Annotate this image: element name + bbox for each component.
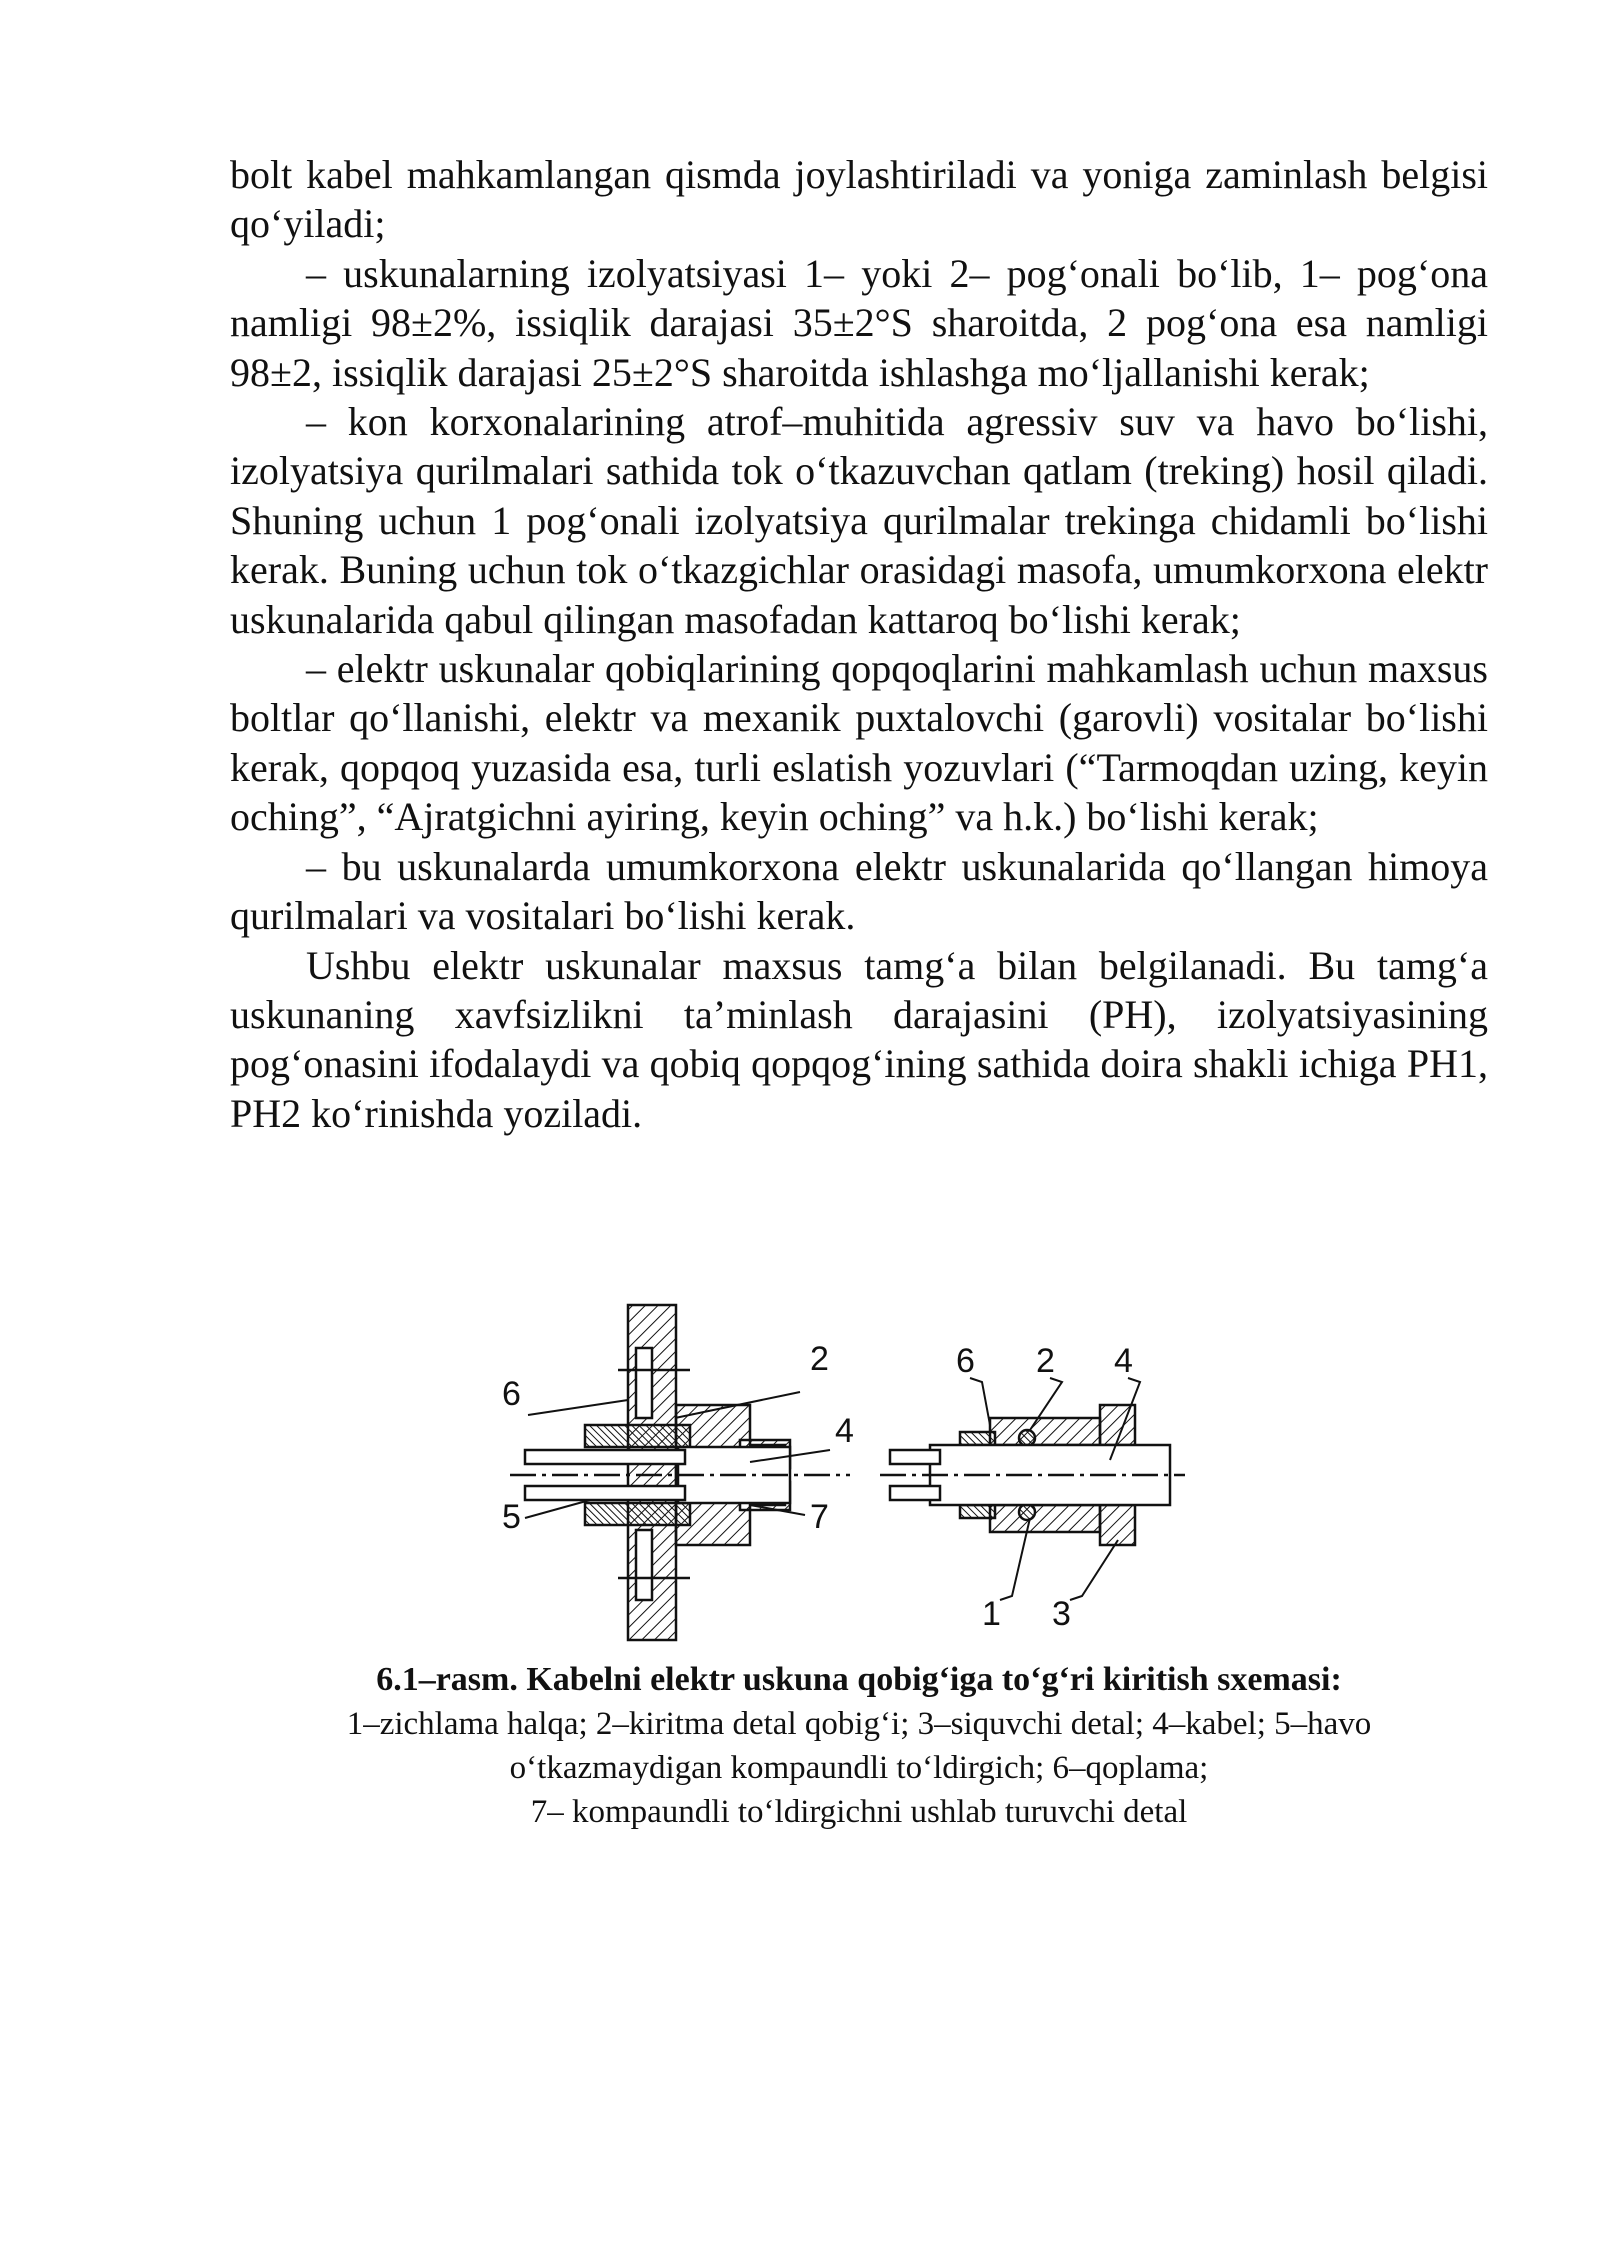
left-label-2: 2 bbox=[810, 1340, 829, 1378]
left-label-6: 6 bbox=[502, 1375, 521, 1413]
left-label-7: 7 bbox=[810, 1498, 829, 1536]
right-label-6: 6 bbox=[956, 1342, 975, 1380]
paragraph-protection: – bu uskunalarda umumkorxona elektr uskunalarida qo‘llangan himoya qurilmalari va vositalari bo‘lishi kerak. bbox=[230, 843, 1488, 939]
paragraph-marking: Ushbu elektr uskunalar maxsus tamg‘a bilan belgilanadi. Bu tamg‘a uskunaning xavfsizlikni ta’minlash darajasini (PH), izolyatsiyasining pog‘onasini ifodalaydi va qobiq qopqog‘ining sathida doira shakli ichiga PH1, PH2 ko‘rinishda yoziladi. bbox=[230, 942, 1488, 1136]
right-label-4: 4 bbox=[1114, 1342, 1133, 1380]
body-text bbox=[230, 150, 1488, 1138]
caption-line: o‘tkazmaydigan kompaundli to‘ldirgich; 6–qoplama; bbox=[509, 1750, 1209, 1786]
cable-entry-figure bbox=[230, 1300, 1488, 1650]
right-gland-drawing bbox=[880, 1378, 1185, 1600]
caption-title: 6.1–rasm. Kabelni elektr uskuna qobig‘iga to‘g‘ri kiritish sxemasi: bbox=[376, 1661, 1342, 1698]
right-label-3: 3 bbox=[1052, 1595, 1071, 1633]
left-label-4: 4 bbox=[835, 1412, 854, 1450]
caption-line: 1–zichlama halqa; 2–kiritma detal qobig‘i; 3–siquvchi detal; 4–kabel; 5–havo bbox=[346, 1706, 1372, 1742]
caption-line: 7– kompaundli to‘ldirgichni ushlab turuvchi detal bbox=[530, 1794, 1188, 1830]
cable-entry-drawing bbox=[230, 1300, 1488, 1650]
right-label-2: 2 bbox=[1036, 1342, 1055, 1380]
left-label-5: 5 bbox=[502, 1498, 521, 1536]
paragraph-insulation-levels: – uskunalarning izolyatsiyasi 1– yoki 2– pog‘onali bo‘lib, 1– pog‘ona namligi 98±2%, issiqlik darajasi 35±2°S sharoitda, 2 pog‘ona esa namligi 98±2, issiqlik darajasi 25±2°S sharoitda ishlashga mo‘ljallanishi kerak; bbox=[230, 250, 1488, 395]
paragraph-cover-bolts: – elektr uskunalar qobiqlarining qopqoqlarini mahkamlash uchun maxsus boltlar qo‘llanishi, elektr va mexanik puxtalovchi (garovli) vositalar bo‘lishi kerak, qopqoq yuzasida esa, turli eslatish yozuvlari (“Tarmoqdan uzing, keyin oching”, “Ajratgichni ayiring, keyin oching” va h.k.) bo‘lishi kerak; bbox=[230, 646, 1488, 840]
right-label-1: 1 bbox=[982, 1595, 1001, 1633]
left-gland-drawing bbox=[510, 1305, 850, 1640]
figure-caption bbox=[230, 1658, 1488, 1834]
paragraph-tracking: – kon korxonalarining atrof–muhitida agressiv suv va havo bo‘lishi, izolyatsiya qurilmalari sathida tok o‘tkazuvchan qatlam (treking) hosil qiladi. Shuning uchun 1 pog‘onali izolyatsiya qurilmalar trekinga chidamli bo‘lishi kerak. Buning uchun tok o‘tkazgichlar orasidagi masofa, umumkorxona elektr uskunalarida qabul qilingan masofadan kattaroq bo‘lishi kerak; bbox=[230, 399, 1488, 642]
paragraph-continuation: bolt kabel mahkamlangan qismda joylashtiriladi va yoniga zaminlash belgisi qo‘yiladi; bbox=[230, 152, 1488, 247]
